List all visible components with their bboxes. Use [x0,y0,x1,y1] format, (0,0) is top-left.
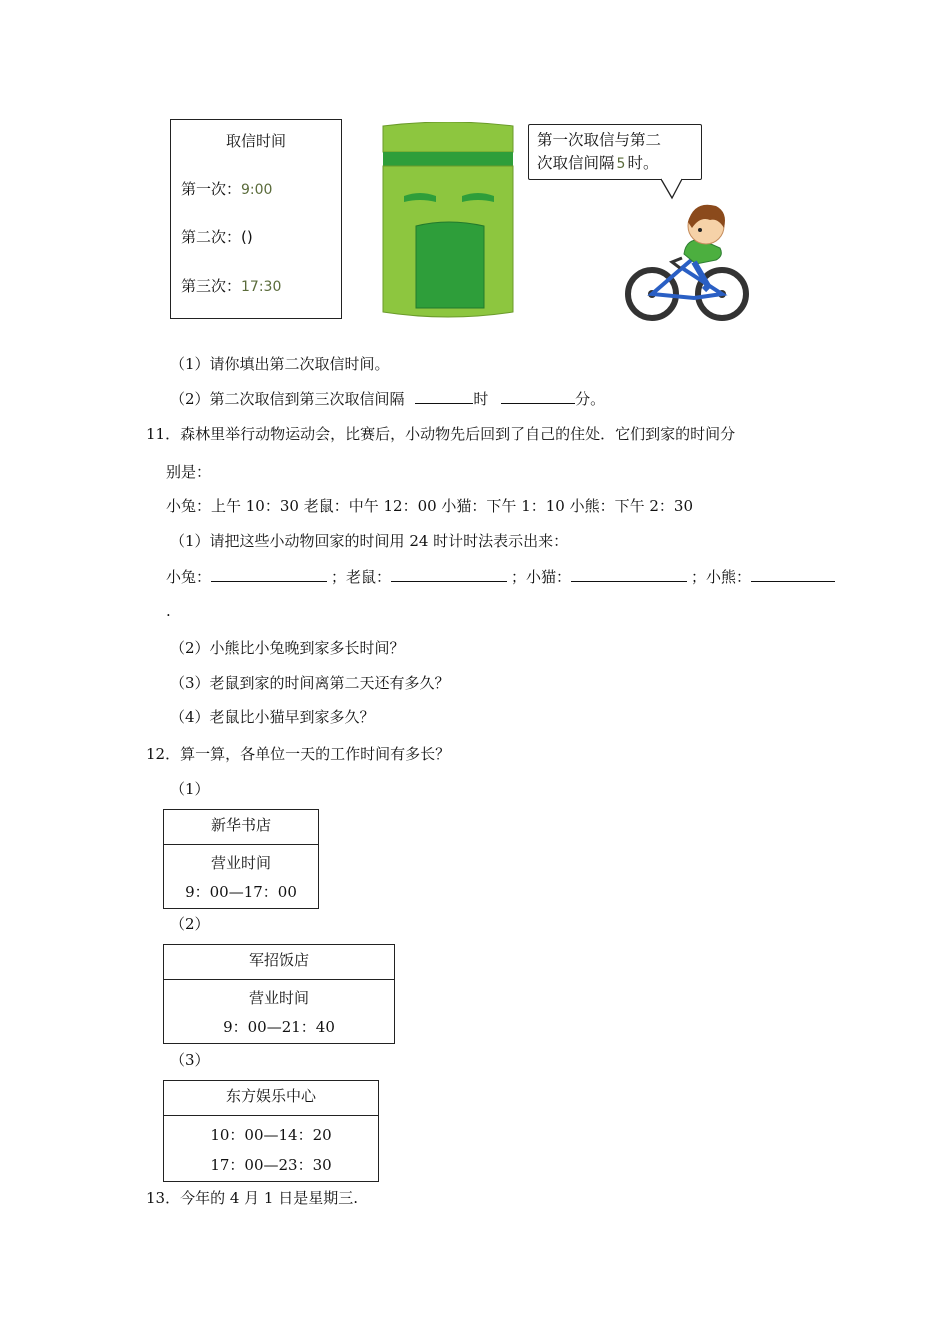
second-value: () [241,228,253,246]
q10-part2: （2）第二次取信到第三次取信间隔 时 分。 [170,390,606,408]
q12-label1: （1） [170,780,210,798]
bubble-tail [660,178,690,200]
bubble-line1: 第一次取信与第二 [537,131,662,149]
bubble-number: 5 [616,156,626,172]
mail-schedule-box [170,119,342,319]
q12-question: 12．算一算，各单位一天的工作时间有多长？ [146,745,451,763]
store2-subtitle: 营业时间 [248,989,309,1007]
rabbit-answer-blank[interactable] [211,567,327,582]
store2-hours: 9：00—21：40 [223,1018,335,1036]
schedule-third [181,275,281,296]
hours-blank[interactable] [415,389,473,404]
first-value: 9:00 [241,182,273,198]
third-value: 17:30 [241,279,282,295]
bear-answer-blank[interactable] [751,567,835,582]
q13-question: 13．今年的 4 月 1 日是星期三. [146,1189,359,1207]
schedule-first [181,178,272,199]
speech-bubble [528,124,702,180]
store2-table [163,944,395,1044]
store1-hours: 9：00—17：00 [185,883,297,901]
store3-hours1: 10：00—14：20 [210,1126,332,1144]
second-label: 第二次： [181,228,242,246]
minutes-blank[interactable] [501,389,575,404]
q12-label2: （2） [170,915,210,933]
mailbox-illustration [380,122,516,320]
bubble-line2: 次取信间隔 5 时。 [537,154,659,172]
first-label: 第一次： [181,180,242,198]
store3-hours2: 17：00—23：30 [210,1156,332,1174]
third-label: 第三次： [181,277,242,295]
q11-part1: （1）请把这些小动物回家的时间用 24 时计时法表示出来： [170,532,569,550]
store3-name: 东方娱乐中心 [164,1081,378,1116]
boy-on-bicycle-illustration [624,198,750,324]
store1-subtitle: 营业时间 [210,854,271,872]
q10-part1: （1）请你填出第二次取信时间。 [170,355,390,373]
q11-intro-line1: 11．森林里举行动物运动会，比赛后，小动物先后回到了自己的住处．它们到家的时间分 [146,425,736,443]
schedule-title: 取信时间 [225,132,286,150]
schedule-second [181,226,253,247]
q11-fill-line: 小兔： ；老鼠： ；小猫： ；小熊： [166,566,835,587]
store1-name: 新华书店 [164,810,318,845]
cat-answer-blank[interactable] [571,567,687,582]
store3-table [163,1080,379,1182]
q11-part3: （3）老鼠到家的时间离第二天还有多久？ [170,674,450,692]
q11-period: . [166,602,171,620]
q11-intro-line2: 别是： [166,463,212,481]
q11-part2: （2）小熊比小兔晚到家多长时间？ [170,639,405,657]
store1-table [163,809,319,909]
q12-label3: （3） [170,1051,210,1069]
q11-part4: （4）老鼠比小猫早到家多久？ [170,708,375,726]
mouse-answer-blank[interactable] [391,567,507,582]
q11-times: 小兔：上午 10：30 老鼠：中午 12：00 小猫：下午 1：10 小熊：下午 2：30 [166,497,693,515]
store2-name: 军招饭店 [164,945,394,980]
